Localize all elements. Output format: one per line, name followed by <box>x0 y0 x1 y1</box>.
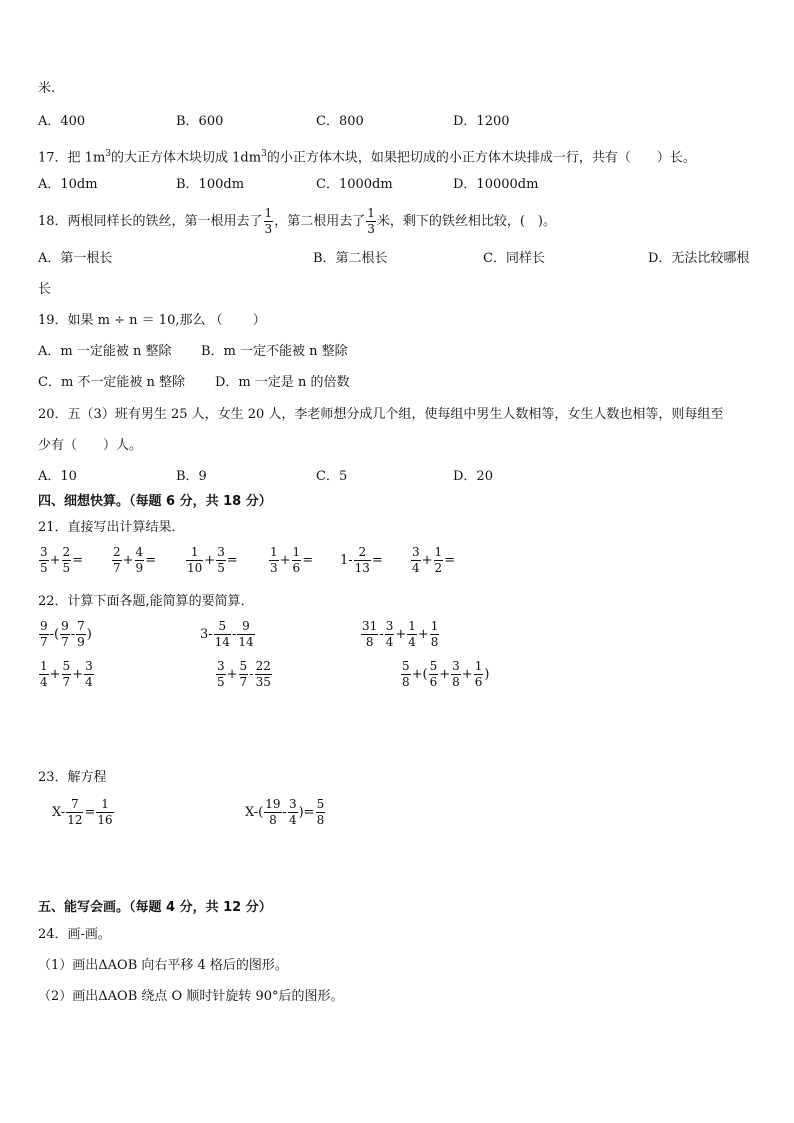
denominator: 8 <box>430 635 439 649</box>
numerator: 5 <box>429 659 438 673</box>
denominator: 2 <box>434 561 443 575</box>
numerator: 5 <box>316 797 325 811</box>
fraction <box>39 545 49 576</box>
denominator: 35 <box>255 675 271 689</box>
operator: = <box>444 553 456 568</box>
q21-expr-4 <box>268 545 313 576</box>
q24-sub-1: （1）画出ΔAOB 向右平移 4 格后的图形。 <box>38 958 288 973</box>
q21-expr-6 <box>410 545 455 576</box>
q18-option-a: A．第一根长 <box>38 251 113 266</box>
denominator: 7 <box>61 635 69 649</box>
numerator: 9 <box>61 619 69 633</box>
numerator: 3 <box>85 659 93 673</box>
q21-expr-5 <box>340 545 383 576</box>
numerator: 22 <box>255 659 271 673</box>
operator: = <box>302 553 314 568</box>
operator: - <box>231 627 237 642</box>
numerator: 19 <box>265 797 281 811</box>
fraction <box>292 545 302 576</box>
q21-expr-3 <box>185 545 238 576</box>
q22-stem: 22．计算下面各题,能简算的要简算． <box>38 594 254 609</box>
denominator: 5 <box>40 561 48 575</box>
operator: X-( <box>245 805 264 820</box>
operator: - <box>282 805 287 820</box>
operator: + <box>49 553 61 568</box>
operator: + <box>421 553 433 568</box>
denominator: 6 <box>429 675 438 689</box>
operator: = <box>72 553 84 568</box>
operator: -( <box>49 627 60 642</box>
numerator: 1 <box>40 659 48 673</box>
operator: + <box>49 667 61 682</box>
denominator: 8 <box>365 635 374 649</box>
numerator: 2 <box>62 545 71 559</box>
fraction <box>239 659 249 690</box>
fraction <box>316 797 326 828</box>
denominator: 4 <box>412 561 420 575</box>
denominator: 9 <box>135 561 144 575</box>
fraction <box>269 545 279 576</box>
numerator: 1 <box>408 619 416 633</box>
numerator: 3 <box>217 659 225 673</box>
denominator: 14 <box>238 635 254 649</box>
q16-option-d: D．1200 <box>453 114 510 129</box>
q17-option-a: A．10dm <box>38 177 98 192</box>
q18-stem: 18．两根同样长的铁丝，第一根用去了 $\frac{1}{3}$ ，第二根用去了 $\frac{1}{3}$ 米，剩下的铁丝相比较，( )。 <box>38 206 556 236</box>
fraction <box>112 545 122 576</box>
q16-option-b: B．600 <box>176 114 224 129</box>
fraction <box>451 659 461 690</box>
numerator: 3 <box>412 545 420 559</box>
numerator: 3 <box>452 659 460 673</box>
fraction <box>76 619 86 650</box>
operator: ) <box>484 667 490 682</box>
operator: + <box>279 553 291 568</box>
denominator: 16 <box>97 813 113 827</box>
denominator: 10 <box>187 561 203 575</box>
fraction <box>264 797 281 828</box>
denominator: 14 <box>214 635 230 649</box>
q23-stem: 23．解方程 <box>38 770 107 785</box>
q18-option-d-wrap: 长 <box>38 282 52 297</box>
fraction <box>407 619 417 650</box>
numerator: 9 <box>40 619 48 633</box>
q16-option-a: A．400 <box>38 114 86 129</box>
numerator: 2 <box>113 545 121 559</box>
numerator: 1 <box>474 659 483 673</box>
operator: )= <box>298 805 315 820</box>
denominator: 8 <box>269 813 277 827</box>
operator: + <box>226 667 238 682</box>
numerator: 3 <box>40 545 48 559</box>
denominator: 7 <box>239 675 248 689</box>
denominator: 13 <box>354 561 370 575</box>
fraction <box>216 659 226 690</box>
denominator: 9 <box>77 635 85 649</box>
q22-expr-5 <box>215 659 273 690</box>
q22-expr-6 <box>400 659 489 690</box>
q20-line-1: 20．五（3）班有男生 25 人，女生 20 人，李老师想分成几个组，使每组中男生人数相等，女生人数也相等，则每组至 <box>38 407 724 422</box>
operator: = <box>226 553 238 568</box>
q18-option-c: C．同样长 <box>483 251 545 266</box>
denominator: 4 <box>288 813 297 827</box>
operator: = <box>145 553 157 568</box>
numerator: 3 <box>288 797 297 811</box>
fraction: $\frac{1}{3}$ <box>367 206 375 236</box>
q20-option-b: B．9 <box>176 469 207 484</box>
q16-tail: 米. <box>38 81 56 96</box>
denominator: 6 <box>474 675 483 689</box>
operator: 1- <box>340 553 353 568</box>
q19-option-d: D．m 一定是 n 的倍数 <box>215 375 350 390</box>
denominator: 4 <box>408 635 416 649</box>
q22-expr-2 <box>200 619 256 650</box>
q20-line-2: 少有（ ）人。 <box>38 438 143 453</box>
operator: + <box>461 667 473 682</box>
numerator: 4 <box>135 545 144 559</box>
numerator: 1 <box>96 797 113 813</box>
q23-equation-1 <box>52 797 115 828</box>
fraction <box>474 659 484 690</box>
denominator: 8 <box>402 675 410 689</box>
denominator: 7 <box>113 561 121 575</box>
numerator: 1 <box>292 545 301 559</box>
operator: ) <box>86 627 92 642</box>
denominator: 7 <box>40 635 48 649</box>
operator: = <box>84 805 96 820</box>
operator: + <box>395 627 407 642</box>
operator: + <box>72 667 84 682</box>
fraction <box>62 545 72 576</box>
numerator: 7 <box>77 619 85 633</box>
q23-equation-2 <box>245 797 326 828</box>
operator: - <box>379 627 384 642</box>
numerator: 1 <box>430 619 439 633</box>
fraction <box>186 545 203 576</box>
denominator: 7 <box>62 675 71 689</box>
operator: - <box>249 667 254 682</box>
numerator: 7 <box>66 797 83 813</box>
fraction <box>66 797 83 828</box>
q22-expr-4 <box>38 659 95 690</box>
operator: 3- <box>200 627 213 642</box>
q19-stem: 19．如果 m ÷ n ＝ 10,那么 （ ） <box>38 313 266 328</box>
numerator: 2 <box>354 545 371 561</box>
q20-option-c: C．5 <box>316 469 348 484</box>
fraction <box>354 545 371 576</box>
denominator: 12 <box>67 813 83 827</box>
fraction <box>39 659 49 690</box>
operator: + <box>439 667 451 682</box>
denominator: 8 <box>316 813 325 827</box>
denominator: 8 <box>452 675 460 689</box>
q16-option-c: C．800 <box>316 114 364 129</box>
numerator: 9 <box>237 619 254 635</box>
fraction <box>214 619 231 650</box>
fraction <box>135 545 145 576</box>
denominator: 5 <box>217 561 225 575</box>
numerator: 1 <box>186 545 203 561</box>
q17-option-c: C．1000dm <box>316 177 393 192</box>
operator: = <box>371 553 383 568</box>
q17-option-d: D．10000dm <box>453 177 539 192</box>
fraction <box>385 619 395 650</box>
numerator: 5 <box>62 659 71 673</box>
q22-expr-1 <box>38 619 92 650</box>
section-5-title: 五、能写会画。（每题 4 分，共 12 分） <box>38 900 272 915</box>
denominator: 3 <box>270 561 278 575</box>
numerator: 1 <box>434 545 443 559</box>
fraction <box>62 659 72 690</box>
fraction <box>401 659 411 690</box>
fraction <box>429 659 439 690</box>
numerator: 5 <box>239 659 248 673</box>
q21-expr-2 <box>111 545 156 576</box>
fraction <box>216 545 226 576</box>
fraction <box>39 619 49 650</box>
fraction: $\frac{1}{3}$ <box>264 206 273 236</box>
fraction <box>255 659 272 690</box>
q24-stem: 24．画-画。 <box>38 927 111 942</box>
section-4-title: 四、细想快算。（每题 6 分，共 18 分） <box>38 494 272 509</box>
q17-stem: 17．把 $1m^3$的大正方体木块切成 $1dm^3$的小正方体木块，如果把切成的小正方体木块排成一行，共有（ ）长。 <box>38 149 696 166</box>
q22-expr-3 <box>360 619 440 650</box>
fraction <box>430 619 440 650</box>
operator: + <box>204 553 216 568</box>
q17-option-b: B．100dm <box>176 177 245 192</box>
numerator: 31 <box>362 619 378 633</box>
denominator: 4 <box>40 675 48 689</box>
q19-option-a: A．m 一定能被 n 整除 <box>38 344 172 359</box>
operator: + <box>417 627 429 642</box>
q19-option-b: B．m 一定不能被 n 整除 <box>201 344 348 359</box>
fraction <box>434 545 444 576</box>
q24-sub-2: （2）画出ΔAOB 绕点 O 顺时针旋转 90°后的图形。 <box>38 989 344 1004</box>
numerator: 3 <box>385 619 394 633</box>
q20-option-d: D．20 <box>453 469 493 484</box>
fraction <box>237 619 254 650</box>
fraction <box>361 619 378 650</box>
numerator: 1 <box>270 545 278 559</box>
fraction <box>288 797 298 828</box>
fraction <box>60 619 70 650</box>
numerator: 5 <box>402 659 410 673</box>
denominator: 5 <box>217 675 225 689</box>
operator: + <box>122 553 134 568</box>
fraction <box>84 659 94 690</box>
q18-option-b: B．第二根长 <box>313 251 388 266</box>
numerator: 5 <box>214 619 231 635</box>
denominator: 4 <box>385 635 394 649</box>
q18-option-d: D．无法比较哪根 <box>648 251 750 266</box>
fraction <box>411 545 421 576</box>
numerator: 3 <box>217 545 225 559</box>
operator: +( <box>411 667 428 682</box>
denominator: 4 <box>85 675 93 689</box>
q20-option-a: A．10 <box>38 469 77 484</box>
q21-stem: 21．直接写出计算结果． <box>38 520 185 535</box>
denominator: 5 <box>62 561 71 575</box>
operator: X- <box>52 805 66 820</box>
fraction <box>96 797 113 828</box>
q21-expr-1 <box>38 545 83 576</box>
q19-option-c: C．m 不一定能被 n 整除 <box>38 375 186 390</box>
denominator: 6 <box>292 561 301 575</box>
operator: - <box>70 627 76 642</box>
